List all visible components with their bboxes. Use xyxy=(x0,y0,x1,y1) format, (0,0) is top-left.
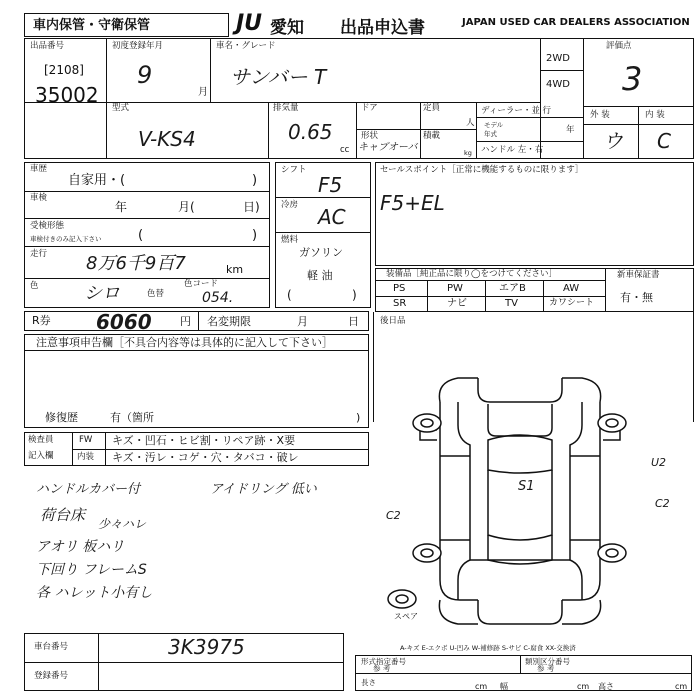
inspector-row1-items: キズ・凹石・ヒビ割・リペア跡・X要 xyxy=(112,434,296,447)
shape-label: 形状 xyxy=(361,131,379,141)
shift-value: F5 xyxy=(318,173,343,197)
ac-label: 冷房 xyxy=(281,200,299,210)
repair-value: 有（箇所 xyxy=(110,411,154,424)
width-cm: cm xyxy=(577,682,590,691)
registration-label: 登録番号 xyxy=(34,671,69,681)
year-label: 年式 xyxy=(484,130,497,138)
car-name-value: サンバー T xyxy=(230,65,327,89)
spec-divider xyxy=(355,673,692,674)
exterior-label: 外 装 xyxy=(590,110,610,120)
guarantee-label: 新車保証書 xyxy=(617,270,660,280)
note-line-2: 荷台床 xyxy=(40,506,86,524)
model-year-label: モデル xyxy=(484,121,504,129)
height-cm: cm xyxy=(675,682,688,691)
fuel-label: 燃料 xyxy=(281,235,299,245)
shape-value: キャブオーバ xyxy=(358,142,418,153)
spare-label: スペア xyxy=(394,612,418,621)
repair-paren-close: ) xyxy=(356,411,361,424)
note-line-1: ハンドルカバー付 xyxy=(36,482,141,497)
inspector-label-2: 記入欄 xyxy=(28,451,54,461)
dealer-label: ディーラー・並 行 xyxy=(481,106,552,116)
score-value: 3 xyxy=(622,60,643,98)
interior-value: C xyxy=(657,129,671,153)
first-reg-label: 初度登録年月 xyxy=(112,41,164,51)
inspector-row2-items: キズ・汚レ・コゲ・穴・タバコ・破レ xyxy=(112,451,299,464)
sales-point-label: セールスポイント［正常に機能するものに限ります］ xyxy=(380,165,584,175)
category-ref: 参 考 xyxy=(537,664,555,673)
r-value: 6060 xyxy=(96,310,152,334)
chassis-label: 車台番号 xyxy=(34,642,69,652)
footer-col xyxy=(98,633,99,691)
certificate-paren-close: ) xyxy=(252,228,258,243)
certificate-label: 受検形態 xyxy=(30,221,65,231)
inspection-label: 車検 xyxy=(30,193,48,203)
r-label: R券 xyxy=(32,314,51,327)
mark-c2b: C2 xyxy=(655,497,670,510)
fuel-paren-open: ( xyxy=(287,288,292,302)
yen-unit: 円 xyxy=(180,315,191,328)
spec-label: 形式指定番号 xyxy=(361,657,406,666)
category-label: 類別区分番号 xyxy=(525,657,570,666)
color-swap-label: 色替 xyxy=(147,289,165,299)
model-value: V-KS4 xyxy=(138,127,196,151)
guarantee-value: 有・無 xyxy=(620,291,653,304)
footer-divider xyxy=(24,662,344,663)
kg-unit: kg xyxy=(464,149,472,157)
mileage-value: 8万6千9百7 xyxy=(86,253,186,274)
height-label: 高さ xyxy=(598,682,614,691)
interior-label: 内 装 xyxy=(645,110,665,120)
inspection-month-unit: 月( xyxy=(178,200,195,214)
history-label: 車歴 xyxy=(30,164,48,174)
cc-unit: cc xyxy=(340,145,350,155)
person-unit: 人 xyxy=(466,118,475,128)
drive-2wd: 2WD xyxy=(546,53,570,64)
equip-aw: AW xyxy=(563,283,580,294)
fuel-value: ガソリン xyxy=(299,246,343,259)
equip-airbag: エアB xyxy=(499,283,526,294)
inspector-row2-head: 内装 xyxy=(77,452,95,462)
sales-point-value: F5+EL xyxy=(380,191,445,215)
equip-sr: SR xyxy=(393,298,407,309)
equip-ps: PS xyxy=(393,283,406,294)
note-line-3: アオリ 板ハリ xyxy=(36,539,125,555)
length-cm: cm xyxy=(475,682,488,691)
certificate-paren-open: ( xyxy=(138,228,144,243)
inspection-day-unit: 日) xyxy=(243,200,260,214)
equipment-label: 装備品［純正品に限り◯をつけてください］ xyxy=(386,269,558,279)
ju-logo: JU xyxy=(236,11,263,36)
color-label: 色 xyxy=(30,281,39,291)
color-code-label: 色コード xyxy=(184,279,219,289)
mark-s1: S1 xyxy=(518,479,535,494)
year-unit: 年 xyxy=(566,125,575,135)
score-label: 評価点 xyxy=(606,41,632,51)
name-change-day: 日 xyxy=(348,315,359,328)
chassis-value: 3K3975 xyxy=(168,635,245,659)
mark-u2: U2 xyxy=(651,456,667,469)
history-paren-close: ) xyxy=(252,173,258,188)
first-reg-value: 9 xyxy=(137,61,153,89)
note-line-2b: 少々ハレ xyxy=(98,517,147,531)
ac-value: AC xyxy=(318,205,346,229)
equip-tv: TV xyxy=(505,298,518,309)
equip-leather-seat: カワシート xyxy=(549,298,595,308)
color-code-value: 054. xyxy=(202,290,234,306)
name-change-label: 名変期限 xyxy=(207,315,251,328)
form-title: 出品申込書 xyxy=(340,18,425,38)
car-name-label: 車名・グレード xyxy=(216,41,276,51)
door-label: ドア xyxy=(361,103,378,113)
certificate-note: 車検付きのみ記入下さい xyxy=(30,235,102,243)
lot-prefix: [2108] xyxy=(44,63,84,77)
name-change-month: 月 xyxy=(297,315,308,328)
lot-label: 出品番号 xyxy=(30,41,65,51)
load-label: 積載 xyxy=(423,131,441,141)
drive-4wd: 4WD xyxy=(546,79,570,90)
note-right: アイドリング 低い xyxy=(210,482,317,497)
model-label: 型式 xyxy=(112,103,130,113)
capacity-label: 定員 xyxy=(423,103,441,113)
handle-label: ハンドル 左・右 xyxy=(481,145,544,155)
note-line-4: 下回り フレームS xyxy=(36,562,147,578)
shift-label: シフト xyxy=(281,165,307,175)
inspection-year-unit: 年 xyxy=(115,200,128,214)
association-name: JAPAN USED CAR DEALERS ASSOCIATION xyxy=(462,17,690,28)
km-unit: km xyxy=(226,263,244,276)
diesel-label: 軽 油 xyxy=(307,269,333,282)
fuel-paren-close: ) xyxy=(352,288,357,302)
length-label: 長さ xyxy=(361,678,376,687)
damage-legend: A-キズ E-エクボ U-凹み W-補修跡 S-サビ C-腐食 XX-交換済 xyxy=(400,644,576,652)
rear-items-label: 後日品 xyxy=(380,316,406,326)
history-value: 自家用・( xyxy=(68,173,126,188)
spec-ref: 参 考 xyxy=(373,664,391,673)
inspector-label-1: 検査員 xyxy=(28,435,54,445)
notice-label: 注意事項申告欄［不具合内容等は具体的に記入して下さい］ xyxy=(36,336,333,349)
note-line-5: 各 ハレット小有し xyxy=(36,585,153,601)
equip-navi: ナビ xyxy=(447,298,467,309)
displacement-label: 排気量 xyxy=(273,103,299,113)
month-unit: 月 xyxy=(198,87,208,98)
exterior-value: ウ xyxy=(603,129,623,153)
brand-name: 愛知 xyxy=(270,18,304,38)
storage-label: 車内保管・守衛保管 xyxy=(33,18,151,33)
mileage-label: 走行 xyxy=(30,249,48,259)
color-value: シロ xyxy=(84,283,120,304)
lot-number: 35002 xyxy=(35,83,99,107)
spec-col xyxy=(520,655,521,673)
inspector-row1-head: FW xyxy=(79,435,93,445)
repair-label: 修復歴 xyxy=(45,411,78,424)
equip-pw: PW xyxy=(447,283,463,294)
mark-c2: C2 xyxy=(386,509,401,522)
width-label: 幅 xyxy=(500,682,508,691)
displacement-value: 0.65 xyxy=(288,120,333,144)
